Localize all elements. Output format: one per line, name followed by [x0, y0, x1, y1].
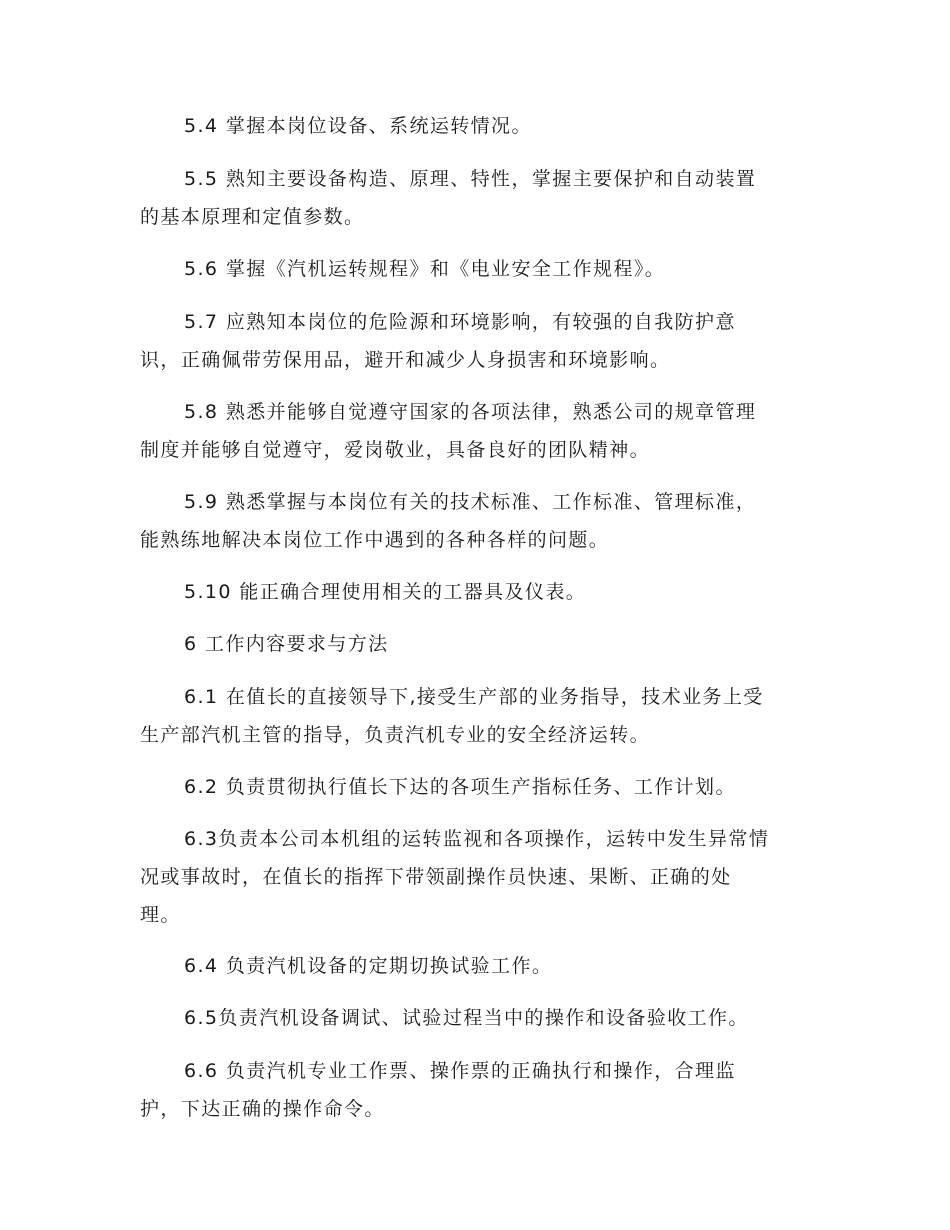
paragraph-6-5 [140, 999, 830, 1037]
section-heading-6 [140, 625, 830, 663]
section-heading: 6 工作内容要求与方法 [184, 633, 389, 655]
text-line: 5.7 应熟知本岗位的危险源和环境影响，有较强的自我防护意 [184, 311, 736, 333]
text-line: 5.6 掌握《汽机运转规程》和《电业安全工作规程》。 [184, 258, 666, 280]
text-line: 况或事故时，在值长的指挥下带领副操作员快速、果断、正确的处 [140, 866, 732, 888]
text-line: 6.6 负责汽机专业工作票、操作票的正确执行和操作，合理监 [184, 1060, 736, 1082]
paragraph-6-1 [140, 678, 830, 754]
text-line: 5.9 熟悉掌握与本岗位有关的技术标准、工作标准、管理标准， [184, 491, 757, 513]
paragraph-5-8 [140, 393, 830, 469]
text-line: 6.2 负责贯彻执行值长下达的各项生产指标任务、工作计划。 [184, 776, 736, 798]
text-line: 5.4 掌握本岗位设备、系统运转情况。 [184, 115, 532, 137]
paragraph-5-10 [140, 573, 830, 611]
text-line: 5.8 熟悉并能够自觉遵守国家的各项法律，熟悉公司的规章管理 [184, 401, 757, 423]
text-line: 6.4 负责汽机设备的定期切换试验工作。 [184, 955, 553, 977]
text-line: 6.3负责本公司本机组的运转监视和各项操作，运转中发生异常情 [184, 828, 770, 850]
paragraph-6-3 [140, 820, 830, 934]
paragraph-6-4 [140, 947, 830, 985]
text-line: 生产部汽机主管的指导，负责汽机专业的安全经济运转。 [140, 724, 651, 746]
text-line: 理。 [140, 904, 181, 926]
text-line: 能熟练地解决本岗位工作中遇到的各种各样的问题。 [140, 529, 610, 551]
paragraph-5-9 [140, 483, 830, 559]
text-line: 的基本原理和定值参数。 [140, 206, 365, 228]
paragraph-5-5 [140, 160, 830, 236]
text-line: 5.5 熟知主要设备构造、原理、特性，掌握主要保护和自动装置 [184, 168, 757, 190]
text-line: 6.1 在值长的直接领导下,接受生产部的业务指导，技术业务上受 [184, 686, 764, 708]
text-line: 护，下达正确的操作命令。 [140, 1098, 385, 1120]
paragraph-5-7 [140, 303, 830, 379]
text-line: 识，正确佩带劳保用品，避开和减少人身损害和环境影响。 [140, 349, 671, 371]
text-line: 6.5负责汽机设备调试、试验过程当中的操作和设备验收工作。 [184, 1007, 749, 1029]
text-line: 5.10 能正确合理使用相关的工器具及仪表。 [184, 581, 587, 603]
paragraph-6-2 [140, 768, 830, 806]
paragraph-5-4 [140, 107, 830, 145]
text-line: 制度并能够自觉遵守，爱岗敬业，具备良好的团队精神。 [140, 439, 651, 461]
paragraph-5-6 [140, 250, 830, 288]
paragraph-6-6 [140, 1052, 830, 1128]
